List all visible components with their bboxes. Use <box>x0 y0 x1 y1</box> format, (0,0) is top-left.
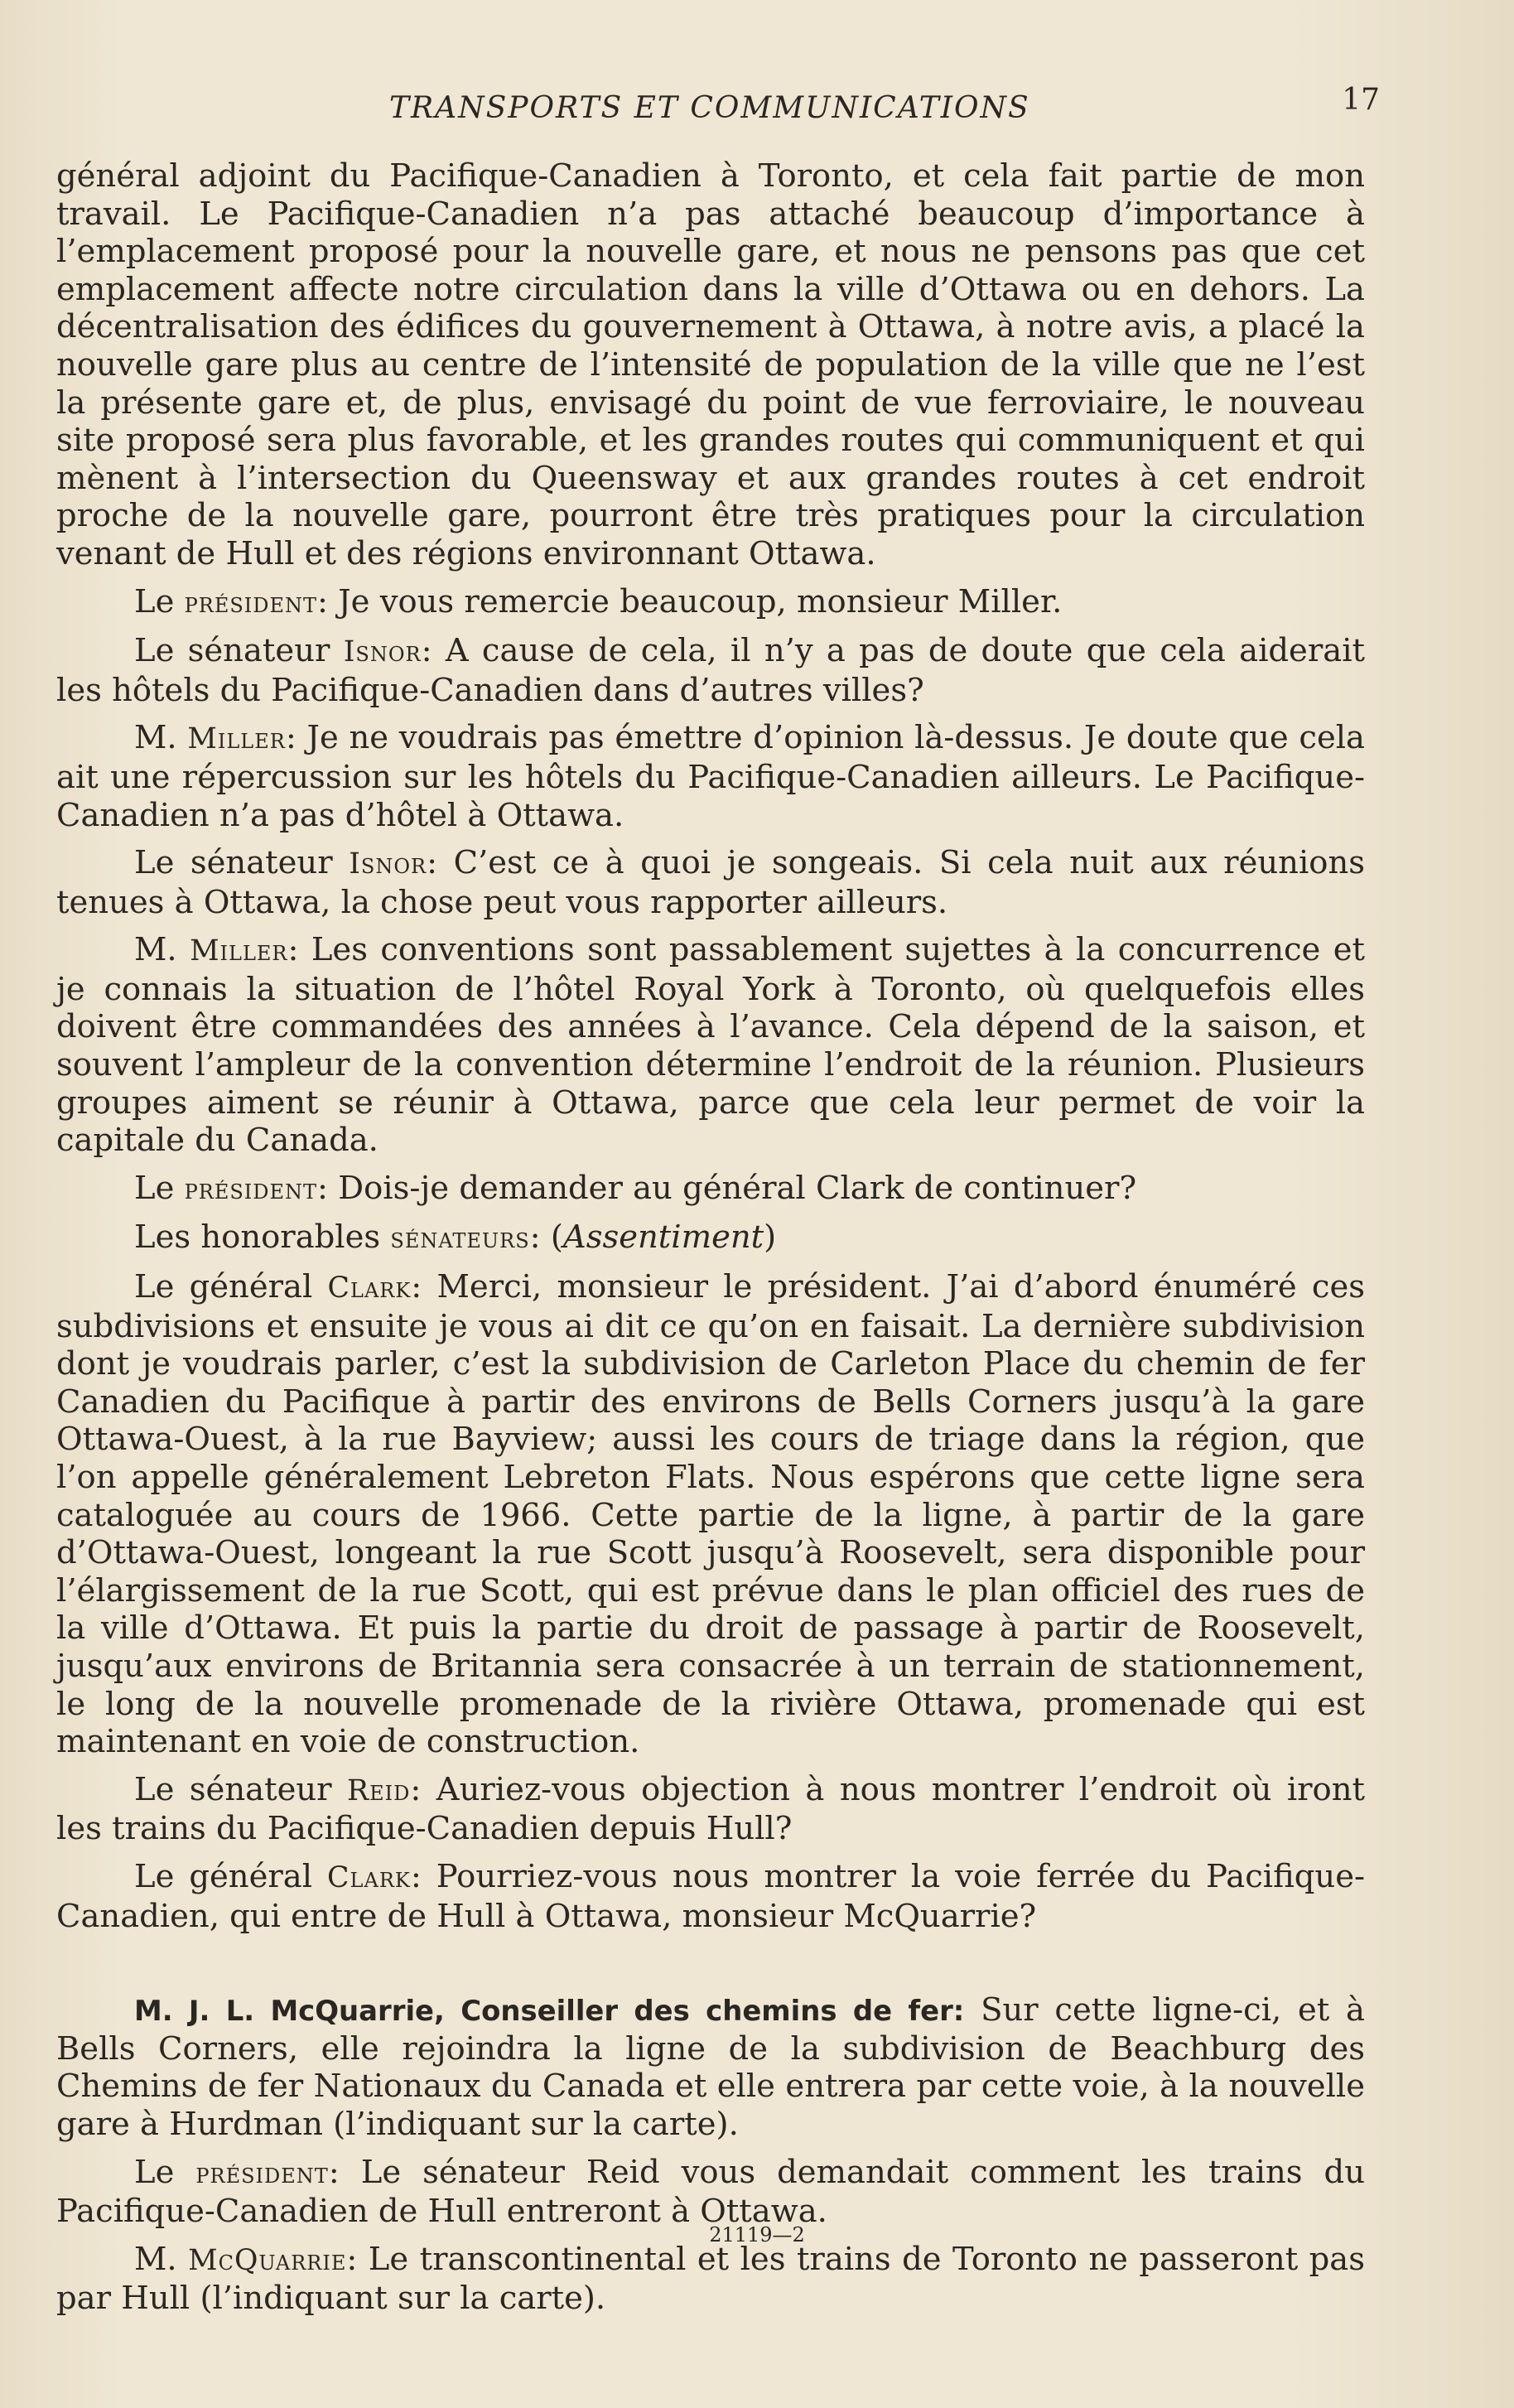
spacer <box>56 1945 1365 1991</box>
paragraph: M. Miller: Les conventions sont passablement sujettes à la concurrence et je connais la situation de l’hôtel Royal York à Toronto, où quelquefois elles doivent être commandées des années à l’avance. Cela dépend de la saison, et souvent l’ampleur de la convention détermine l’endroit de la réunion. Plusieurs groupes aiment se réunir à Ottawa, parce que cela leur permet de voir la capitale du Canada. <box>56 931 1365 1160</box>
paragraph: Le général Clark: Pourriez-vous nous montrer la voie ferrée du Pacifique-Canadien, qui entre de Hull à Ottawa, monsieur McQuarrie? <box>56 1857 1365 1935</box>
speaker-name: Isnor <box>349 847 427 881</box>
speaker-name: Miller <box>187 722 286 756</box>
paragraph: M. McQuarrie: Le transcontinental et les trains de Toronto ne passeront pas par Hull (l’indiquant sur la carte). <box>56 2240 1365 2318</box>
transcript-body <box>56 157 1365 2328</box>
speaker-name: président <box>195 2156 329 2190</box>
speaker-name: président <box>184 1172 318 1206</box>
speaker-name: Clark <box>327 1272 412 1305</box>
running-header <box>58 83 1380 133</box>
signature-mark: 21119—2 <box>709 2223 805 2246</box>
speaker-name: M. J. L. McQuarrie, Conseiller des chemins de fer: <box>134 1995 965 2028</box>
header-title: TRANSPORTS ET COMMUNICATIONS <box>389 91 1030 125</box>
speaker-name: Clark <box>327 1860 411 1894</box>
speaker-name: président <box>184 586 318 620</box>
paragraph: général adjoint du Pacifique-Canadien à Toronto, et cela fait partie de mon travail. Le Pacifique-Canadien n’a pas attaché beaucoup d’importance à l’emplacement proposé pour la nouvelle gare, et nous ne pensons pas que cet emplacement affecte notre circulation dans la ville d’Ottawa ou en dehors. La décentralisation des édifices du gouvernement à Ottawa, à notre avis, a placé la nouvelle gare plus au centre de l’intensité de population de la ville que ne l’est la présente gare et, de plus, envisagé du point de vue ferroviaire, le nouveau site proposé sera plus favorable, et les grandes routes qui communiquent et qui mènent à l’intersection du Queensway et aux grandes routes à cet endroit proche de la nouvelle gare, pourront être très pratiques pour la circulation venant de Hull et des régions environnant Ottawa. <box>56 157 1365 572</box>
paragraph: Le sénateur Reid: Auriez-vous objection à nous montrer l’endroit où iront les trains du Pacifique-Canadien depuis Hull? <box>56 1770 1365 1848</box>
paragraph: Le général Clark: Merci, monsieur le président. J’ai d’abord énuméré ces subdivisions et ensuite je vous ai dit ce qu’on en faisait. La dernière subdivision dont je voudrais parler, c’est la subdivision de Carleton Place du chemin de fer Canadien du Pacifique à partir des environs de Bells Corners jusqu’à la gare Ottawa-Ouest, à la rue Bayview; aussi les cours de triage dans la région, que l’on appelle généralement Lebreton Flats. Nous espérons que cette ligne sera cataloguée au cours de 1966. Cette partie de la ligne, à partir de la gare d’Ottawa-Ouest, longeant la rue Scott jusqu’à Roosevelt, sera disponible pour l’élargissement de la rue Scott, qui est prévue dans le plan officiel des rues de la ville d’Ottawa. Et puis la partie du droit de passage à partir de Roosevelt, jusqu’aux environs de Britannia sera consacrée à un terrain de stationnement, le long de la nouvelle promenade de la rivière Ottawa, promenade qui est maintenant en voie de construction. <box>56 1268 1365 1761</box>
speaker-name: sénateurs <box>390 1222 530 1256</box>
paragraph: Les honorables sénateurs: (Assentiment) <box>134 1218 777 1257</box>
speaker-name: McQuarrie <box>188 2243 347 2277</box>
paragraph: Le président: Je vous remercie beaucoup, monsieur Miller. <box>134 582 1063 620</box>
speaker-name: Miller <box>190 934 288 968</box>
page-number: 17 <box>1342 83 1380 117</box>
speaker-name: Isnor <box>343 635 422 669</box>
paragraph: M. J. L. McQuarrie, Conseiller des chemins de fer: Sur cette ligne-ci, et à Bells Corners, elle rejoindra la ligne de la subdivision de Beachburg des Chemins de fer Nationaux du Canada et elle entrera par cette voie, à la nouvelle gare à Hurdman (l’indiquant sur la carte). <box>56 1991 1365 2143</box>
speaker-name: Reid <box>347 1773 411 1807</box>
paragraph: Le sénateur Isnor: A cause de cela, il n’y a pas de doute que cela aiderait les hôtels du Pacifique-Canadien dans d’autres villes? <box>56 632 1365 709</box>
paragraph: Le président: Dois-je demander au général Clark de continuer? <box>134 1169 1137 1207</box>
paragraph: M. Miller: Je ne voudrais pas émettre d’opinion là-dessus. Je doute que cela ait une répercussion sur les hôtels du Pacifique-Canadien ailleurs. Le Pacifique-Canadien n’a pas d’hôtel à Ottawa. <box>56 719 1365 834</box>
paragraph: Le président: Le sénateur Reid vous demandait comment les trains du Pacifique-Canadien de Hull entreront à Ottawa. <box>56 2153 1365 2231</box>
paragraph: Le sénateur Isnor: C’est ce à quoi je songeais. Si cela nuit aux réunions tenues à Ottawa, la chose peut vous rapporter ailleurs. <box>56 844 1366 921</box>
